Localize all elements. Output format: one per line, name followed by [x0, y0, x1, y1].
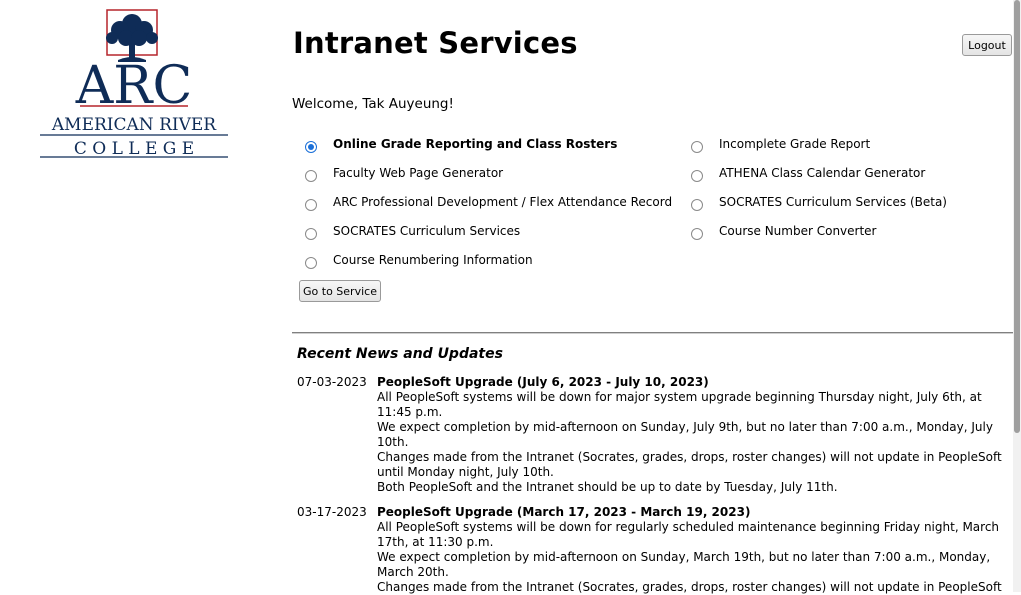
radio-icon[interactable]	[305, 170, 317, 182]
radio-icon[interactable]	[691, 199, 703, 211]
page-scrollbar[interactable]	[1013, 0, 1021, 592]
go-to-service-button[interactable]: Go to Service	[299, 280, 381, 302]
service-label: SOCRATES Curriculum Services (Beta)	[719, 195, 947, 209]
service-option-incomplete-grade[interactable]	[691, 136, 870, 156]
news-line: We expect completion by mid-afternoon on Sunday, July 9th, but no later than 7:00 a.m., Monday, July 10th.	[377, 420, 993, 449]
scrollbar-thumb[interactable]	[1014, 0, 1020, 433]
news-date: 03-17-2023	[297, 505, 367, 519]
service-label: Incomplete Grade Report	[719, 137, 871, 151]
news-line: All PeopleSoft systems will be down for major system upgrade beginning Thursday night, July 6th, at 11:45 p.m.	[377, 390, 982, 419]
news-line: Both PeopleSoft and the Intranet should be up to date by Tuesday, July 11th.	[377, 480, 838, 494]
service-option-course-number-converter[interactable]	[691, 223, 877, 243]
news-title: PeopleSoft Upgrade (March 17, 2023 - March 19, 2023)	[377, 505, 751, 519]
service-option-socrates-beta[interactable]	[691, 194, 947, 214]
service-option-socrates[interactable]	[305, 223, 520, 243]
radio-selected-icon[interactable]	[305, 141, 317, 153]
tree-logo-icon	[40, 8, 228, 158]
service-label: SOCRATES Curriculum Services	[333, 224, 521, 238]
news-body	[377, 505, 1005, 595]
service-label: Faculty Web Page Generator	[333, 166, 504, 180]
service-label: Online Grade Reporting and Class Rosters	[333, 137, 618, 151]
logout-button[interactable]: Logout	[962, 34, 1012, 56]
service-option-faculty-web-page[interactable]	[305, 165, 503, 185]
news-line: All PeopleSoft systems will be down for regularly scheduled maintenance beginning Friday night, March 17th, at 11:30 p.m.	[377, 520, 1000, 549]
news-line: We expect completion by mid-afternoon on Sunday, March 19th, but no later than 7:00 a.m., Monday, March 20th.	[377, 550, 991, 579]
svg-text:C O L L E G E: C O L L E G E	[73, 139, 195, 158]
radio-icon[interactable]	[691, 170, 703, 182]
service-label: ARC Professional Development / Flex Attendance Record	[333, 195, 673, 209]
service-option-grade-reporting[interactable]	[305, 136, 617, 156]
service-label: ATHENA Class Calendar Generator	[719, 166, 926, 180]
service-option-flex-attendance[interactable]	[305, 194, 672, 214]
radio-icon[interactable]	[691, 228, 703, 240]
radio-icon[interactable]	[305, 228, 317, 240]
college-logo	[40, 8, 228, 158]
news-heading: Recent News and Updates	[297, 346, 503, 362]
divider	[292, 332, 1013, 334]
news-line: Changes made from the Intranet (Socrates, grades, drops, roster changes) will not update in PeopleSoft	[377, 580, 1002, 594]
news-date: 07-03-2023	[297, 375, 367, 389]
radio-icon[interactable]	[691, 141, 703, 153]
news-line: Changes made from the Intranet (Socrates, grades, drops, roster changes) will not update in PeopleSoft until Monday night, July 10th.	[377, 450, 1002, 479]
service-option-athena-calendar[interactable]	[691, 165, 925, 185]
news-body	[377, 375, 1005, 495]
service-label: Course Renumbering Information	[333, 253, 533, 267]
service-option-course-renumbering[interactable]	[305, 252, 533, 272]
radio-icon[interactable]	[305, 199, 317, 211]
svg-text:ARC: ARC	[75, 56, 193, 116]
welcome-message: Welcome, Tak Auyeung!	[292, 96, 454, 112]
radio-icon[interactable]	[305, 257, 317, 269]
svg-text:AMERICAN RIVER: AMERICAN RIVER	[51, 115, 217, 135]
page-title: Intranet Services	[293, 26, 578, 60]
news-title: PeopleSoft Upgrade (July 6, 2023 - July 10, 2023)	[377, 375, 709, 389]
service-label: Course Number Converter	[719, 224, 877, 238]
